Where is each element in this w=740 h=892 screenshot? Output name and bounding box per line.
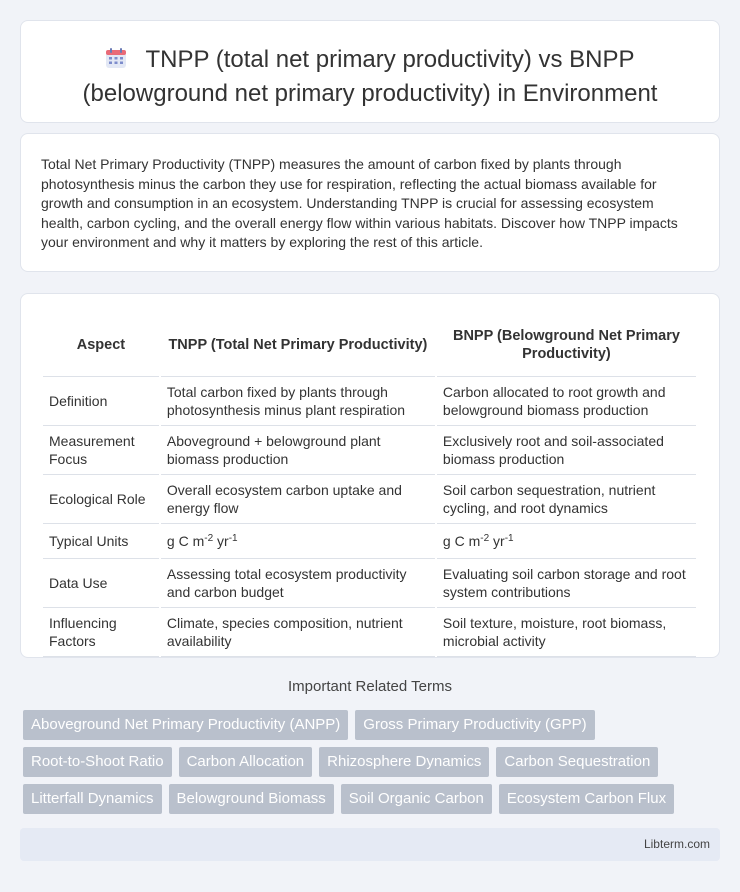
table-row <box>43 558 696 607</box>
row-tnpp: Total carbon fixed by plants through photosynthesis minus plant respiration <box>161 376 435 425</box>
header-aspect: Aspect <box>76 336 126 353</box>
related-term-tag[interactable]: Rhizosphere Dynamics <box>319 747 489 777</box>
row-aspect: Influencing Factors <box>43 607 159 657</box>
row-tnpp: Climate, species composition, nutrient availability <box>161 607 435 657</box>
related-term-tag[interactable]: Litterfall Dynamics <box>23 784 162 814</box>
table-row <box>43 376 696 425</box>
related-term-tag[interactable]: Gross Primary Productivity (GPP) <box>355 710 594 740</box>
units-bnpp: g C $m^{-2}$ $yr^{-1}$ <box>437 523 696 558</box>
table-row <box>43 425 696 474</box>
related-terms-title: Important Related Terms <box>288 678 452 695</box>
row-aspect: Data Use <box>43 558 159 607</box>
page-title <box>21 21 719 110</box>
row-aspect: Definition <box>43 376 159 425</box>
header-bnpp: BNPP (Belowground Net Primary Productivity) <box>452 327 680 362</box>
intro-card <box>20 133 720 272</box>
tag-row <box>20 747 720 777</box>
related-term-tag[interactable]: Soil Organic Carbon <box>341 784 492 814</box>
comparison-table-card <box>20 293 720 658</box>
row-tnpp: Assessing total ecosystem productivity and carbon budget <box>161 558 435 607</box>
footer <box>20 828 720 861</box>
related-terms <box>20 710 720 821</box>
footer-site[interactable]: Libterm.com <box>643 837 710 851</box>
table-header-row <box>43 314 696 376</box>
row-bnpp: Soil texture, moisture, root biomass, microbial activity <box>437 607 696 657</box>
row-bnpp: Evaluating soil carbon storage and root system contributions <box>437 558 696 607</box>
tag-row <box>20 710 720 740</box>
row-bnpp: Carbon allocated to root growth and belowground biomass production <box>437 376 696 425</box>
row-bnpp: Exclusively root and soil-associated biomass production <box>437 425 696 474</box>
row-aspect: Typical Units <box>43 523 159 558</box>
table-row <box>43 523 696 558</box>
related-term-tag[interactable]: Root-to-Shoot Ratio <box>23 747 172 777</box>
related-term-tag[interactable]: Aboveground Net Primary Productivity (ANPP) <box>23 710 348 740</box>
intro-text: Total Net Primary Productivity (TNPP) measures the amount of carbon fixed by plants through photosynthesis minus the carbon they use for respiration, reflecting the actual biomass available for growth and consumption in an ecosystem. Understanding TNPP is crucial for assessing ecosystem health, carbon cycling, and the overall energy flow within various habitats. Discover how TNPP impacts your environment and why it matters by exploring the rest of this article. <box>41 156 678 251</box>
units-tnpp: g C $m^{-2}$ $yr^{-1}$ <box>161 523 435 558</box>
page-title-text: TNPP (total net primary productivity) vs BNPP (belowground net primary productivity) in Environment <box>82 46 658 107</box>
calendar-icon <box>105 46 127 78</box>
related-term-tag[interactable]: Belowground Biomass <box>169 784 334 814</box>
comparison-table <box>41 314 698 657</box>
table-row <box>43 474 696 523</box>
related-term-tag[interactable]: Ecosystem Carbon Flux <box>499 784 674 814</box>
row-aspect: Measurement Focus <box>43 425 159 474</box>
row-tnpp: Aboveground + belowground plant biomass production <box>161 425 435 474</box>
title-card <box>20 20 720 123</box>
row-aspect: Ecological Role <box>43 474 159 523</box>
row-tnpp: Overall ecosystem carbon uptake and energy flow <box>161 474 435 523</box>
related-term-tag[interactable]: Carbon Allocation <box>179 747 313 777</box>
table-row <box>43 607 696 657</box>
related-term-tag[interactable]: Carbon Sequestration <box>496 747 658 777</box>
header-tnpp: TNPP (Total Net Primary Productivity) <box>168 336 428 353</box>
row-bnpp: Soil carbon sequestration, nutrient cycling, and root dynamics <box>437 474 696 523</box>
tag-row <box>20 784 720 814</box>
